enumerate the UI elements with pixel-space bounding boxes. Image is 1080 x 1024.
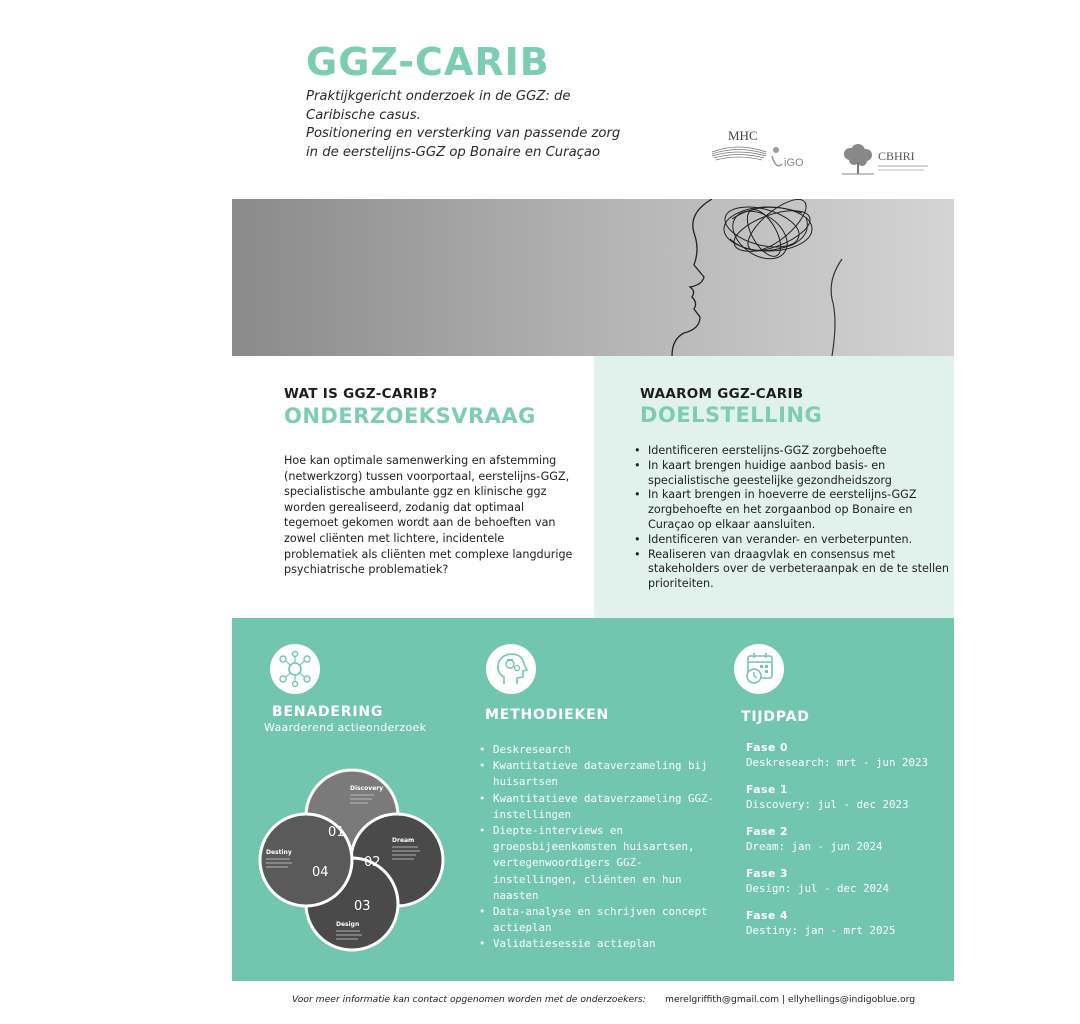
timeline-phase [746,866,946,896]
subtitle-line: Caribische casus. [306,107,421,123]
cbhri-logo-text: CBHRI [878,149,915,163]
cycle-number: 01 [328,825,345,840]
timeline-phase [746,908,946,938]
subtitle-line: in de eerstelijns-GGZ op Bonaire en Curaçao [306,144,601,160]
subtitle-line: Praktijkgericht onderzoek in de GGZ: de [306,89,571,104]
head-silhouette-illustration [232,199,954,356]
head-gears-icon [486,644,536,694]
objectives-panel [594,356,954,618]
phase-detail: Destiny: jan - mrt 2025 [746,924,896,937]
phase-detail: Design: jul - dec 2024 [746,882,890,895]
network-icon [270,644,320,694]
research-question-panel [232,356,594,618]
cycle-label: Design [336,921,360,928]
cycle-label: Discovery [350,785,384,792]
section-kicker: WAAROM GGZ-CARIB [640,386,804,402]
igo-logo-text: iGO [784,157,804,169]
phase-detail: Discovery: jul - dec 2023 [746,798,909,811]
section-heading: ONDERZOEKSVRAAG [284,404,536,428]
phase-detail: Dream: jan - jun 2024 [746,840,883,853]
page-title: GGZ-CARIB [306,40,550,84]
appreciative-inquiry-cycle-diagram [256,768,456,958]
mhc-logo-text: MHC [728,128,758,143]
research-question-text: Hoe kan optimale samenwerking en afstemming (netwerkzorg) tussen voorportaal, eerstelijns-GGZ, specialistische ambulante ggz en klinische ggz worden gerealiseerd, zodanig dat optimaal tegemoet gekomen wordt aan de behoeften van zowel cliënten met lichtere, incidentele problematiek als cliënten met complexe langdurige psychiatrische problematiek? [284,454,573,577]
phase-detail: Deskresearch: mrt - jun 2023 [746,756,929,769]
section-heading: DOELSTELLING [640,403,823,427]
list-item: • Realiseren van draagvlak en consensus met stakeholders over de verbeteraanpak en de te stellen prioriteiten. [630,548,950,592]
timeline-phase [746,782,946,812]
cycle-label: Destiny [266,849,292,856]
methods-list [477,742,717,953]
list-item: • In kaart brengen in hoeverre de eerstelijns-GGZ zorgbehoefte en het zorgaanbod op Bonaire en Curaçao op elkaar aansluiten. [630,488,950,532]
calendar-clock-icon [734,644,784,694]
phase-name: Fase 1 [746,783,789,796]
approach-title: BENADERING [272,704,384,720]
cycle-number: 02 [364,855,381,870]
phase-name: Fase 2 [746,825,789,838]
approach-methods-timeline-panel [232,618,954,981]
objectives-list [630,444,950,592]
list-item: • Data-analyse en schrijven concept actieplan [477,904,717,936]
footer-contacts: merelgriffith@gmail.com | ellyhellings@indigoblue.org [665,994,916,1005]
cycle-number: 04 [312,865,329,880]
approach-subtitle: Waarderend actieonderzoek [264,721,427,734]
phase-name: Fase 0 [746,741,789,754]
timeline-phase [746,740,946,770]
footer-note: Voor meer informatie kan contact opgenomen worden met de onderzoekers: [292,994,646,1005]
phase-name: Fase 4 [746,909,789,922]
timeline-phase [746,824,946,854]
cycle-label: Dream [392,837,415,844]
cycle-number: 03 [354,899,371,914]
phase-name: Fase 3 [746,867,789,880]
list-item: • Validatiesessie actieplan [477,936,717,952]
timeline-list [746,740,946,950]
list-item: • In kaart brengen huidige aanbod basis- en specialistische geestelijke gezondheidszorg [630,459,950,489]
list-item: • Identificeren eerstelijns-GGZ zorgbehoefte [630,444,950,459]
igo-logo [766,140,810,176]
list-item: • Kwantitatieve dataverzameling bij huisartsen [477,758,717,790]
subtitle-line: Positionering en versterking van passende zorg [306,126,621,141]
hero-image [232,199,954,356]
section-kicker: WAT IS GGZ-CARIB? [284,386,438,402]
list-item: • Deskresearch [477,742,717,758]
page-subtitle [306,88,686,162]
methods-title: METHODIEKEN [485,707,609,723]
list-item: • Identificeren van verander- en verbeterpunten. [630,533,950,548]
timeline-title: TIJDPAD [741,709,810,725]
list-item: • Diepte-interviews en groepsbijeenkomsten huisartsen, vertegenwoordigers GGZ-instellingen, cliënten en hun naasten [477,823,717,904]
mhc-logo [708,118,770,170]
cbhri-logo [836,140,936,180]
partner-logos [700,118,940,184]
list-item: • Kwantitatieve dataverzameling GGZ-instellingen [477,791,717,823]
